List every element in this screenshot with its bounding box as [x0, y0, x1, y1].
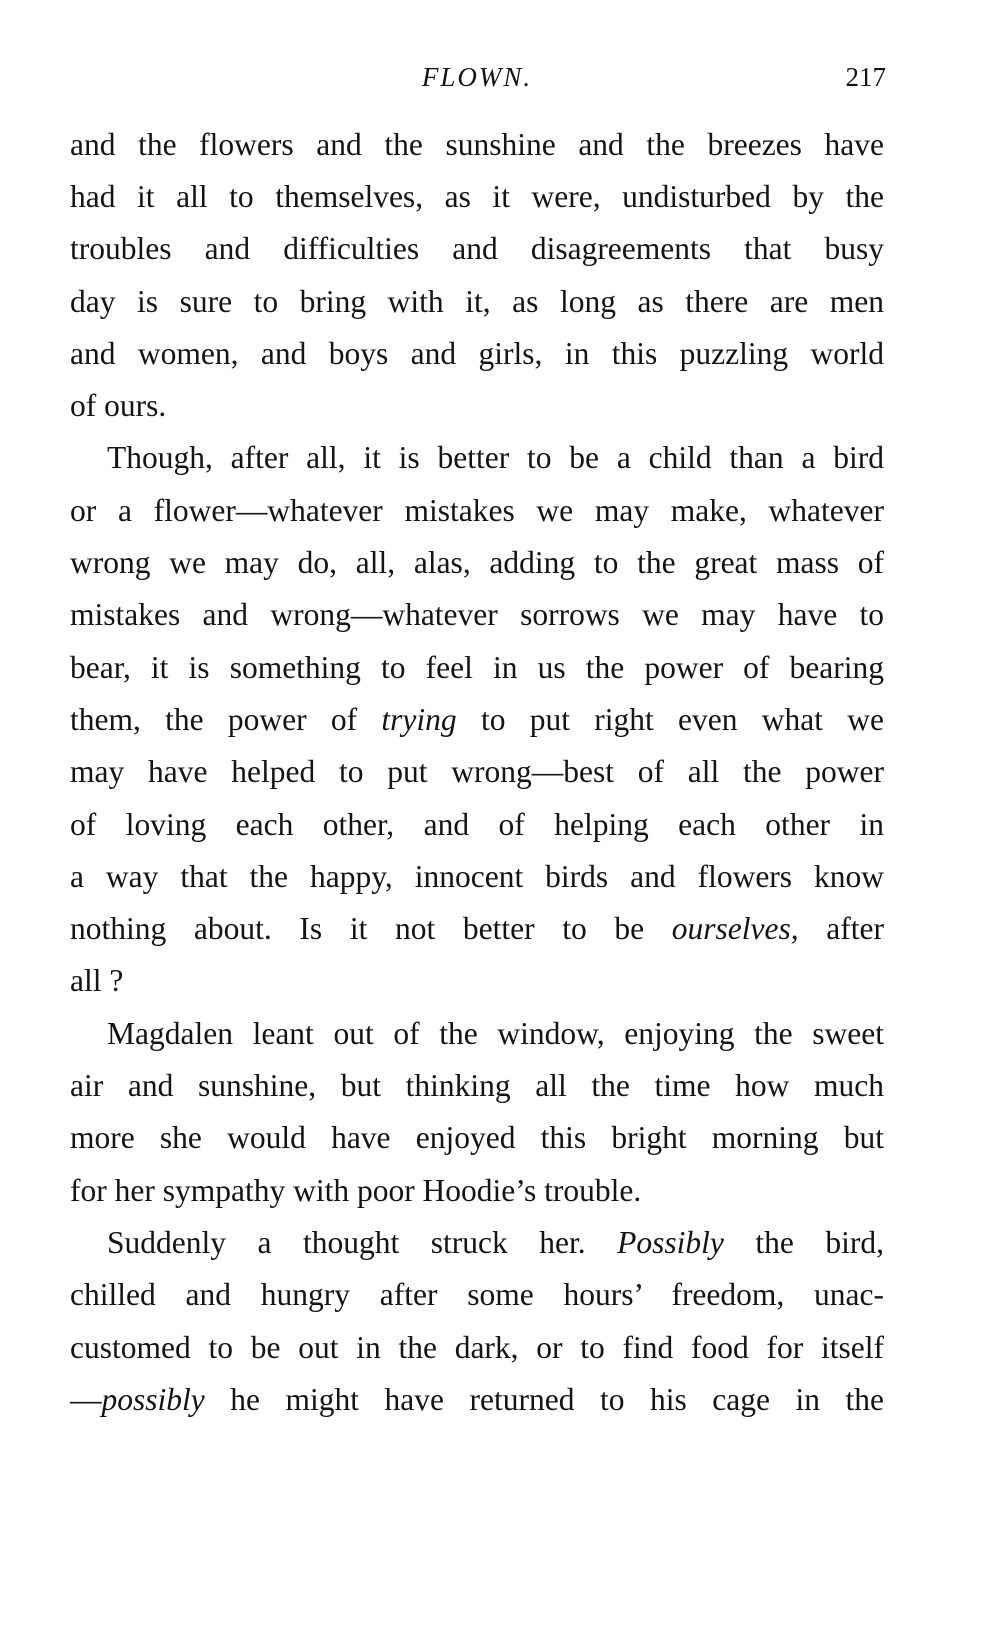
italic-word: ourselves, — [671, 911, 799, 946]
text-line: may have helped to put wrong—best of all the power — [70, 754, 884, 789]
text-line: all ? — [70, 963, 124, 998]
text-line: more she would have enjoyed this bright morning but — [70, 1120, 884, 1155]
text-line: nothing about. Is it not better to be ourselves, after — [70, 911, 884, 946]
text-line: day is sure to bring with it, as long as there are men — [70, 284, 884, 319]
running-title: FLOWN. — [421, 62, 533, 92]
text-line: had it all to themselves, as it were, undisturbed by the — [70, 179, 884, 214]
text-line: of loving each other, and of helping each other in — [70, 807, 884, 842]
text-line: bear, it is something to feel in us the power of bearing — [70, 650, 884, 685]
italic-word: possibly — [101, 1382, 205, 1417]
text-line: for her sympathy with poor Hoodie’s trouble. — [70, 1173, 642, 1208]
text-line: mistakes and wrong—whatever sorrows we may have to — [70, 597, 884, 632]
text-line: or a flower—whatever mistakes we may make, whatever — [70, 493, 884, 528]
text-line: Magdalen leant out of the window, enjoying the sweet — [107, 1016, 884, 1051]
text-line: troubles and difficulties and disagreements that busy — [70, 231, 884, 266]
text-line: Though, after all, it is better to be a child than a bird — [107, 440, 884, 475]
italic-word: Possibly — [617, 1225, 724, 1260]
page-number: 217 — [845, 62, 886, 92]
page-header — [68, 62, 886, 102]
text-line: Suddenly a thought struck her. Possibly the bird, — [107, 1225, 884, 1260]
text-line: chilled and hungry after some hours’ freedom, unac- — [70, 1277, 884, 1312]
italic-word: trying — [381, 702, 457, 737]
text-line: and the flowers and the sunshine and the breezes have — [70, 127, 884, 162]
text-line: of ours. — [70, 388, 167, 423]
text-line: and women, and boys and girls, in this puzzling world — [70, 336, 884, 371]
text-line: them, the power of trying to put right even what we — [70, 702, 885, 737]
text-line: air and sunshine, but thinking all the time how much — [70, 1068, 884, 1103]
text-line: a way that the happy, innocent birds and flowers know — [70, 859, 884, 894]
text-line: —possibly he might have returned to his cage in the — [70, 1382, 884, 1417]
text-line: customed to be out in the dark, or to find food for itself — [70, 1330, 884, 1365]
text-line: wrong we may do, all, alas, adding to the great mass of — [70, 545, 884, 580]
